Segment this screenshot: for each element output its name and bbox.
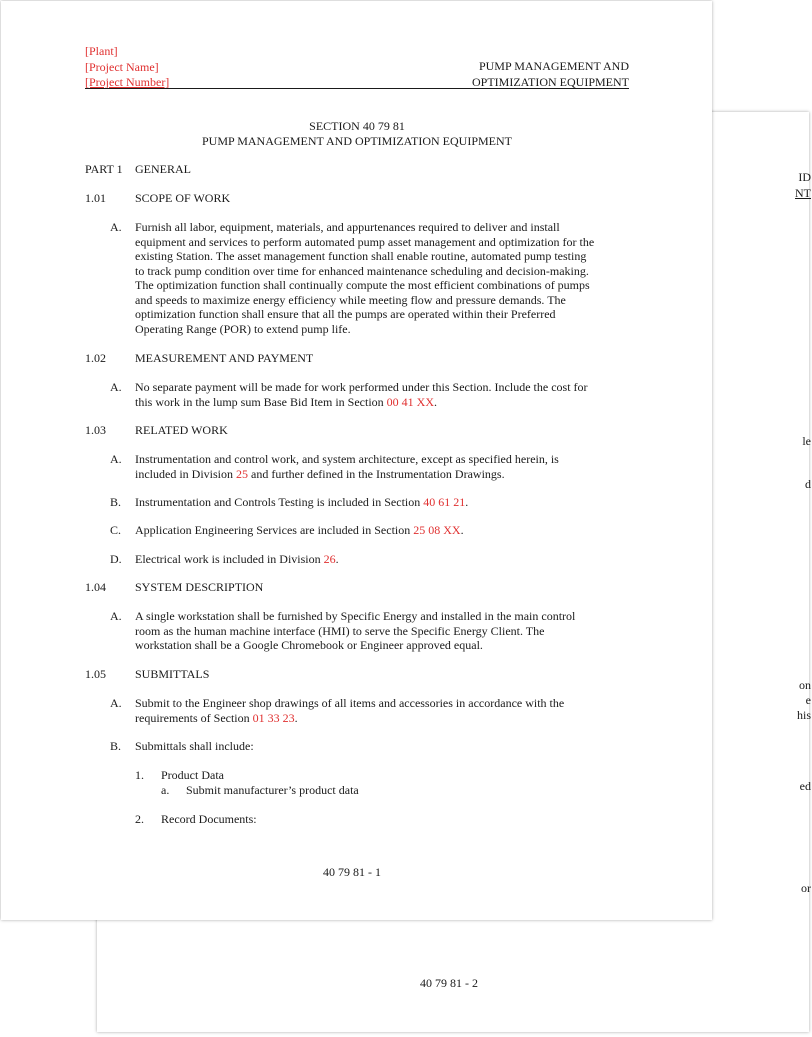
paragraph-text (135, 552, 635, 567)
header-project-name: [Project Name] (85, 59, 159, 74)
paragraph-line: A single workstation shall be furnished by Specific Energy and installed in the main control (135, 609, 576, 623)
page2-edge-fragment: ed (799, 779, 811, 793)
article-number: 1.04 (85, 580, 106, 594)
sub-list-item-text: Submit manufacturer’s product data (186, 783, 359, 797)
section-number: SECTION 40 79 81 (309, 119, 405, 133)
paragraph-line: and speeds to maximize energy efficiency while meeting flow and pressure demands. The (135, 292, 566, 307)
page2-edge-fragment: on (799, 678, 811, 692)
part-title: GENERAL (135, 162, 191, 176)
article-number: 1.03 (85, 423, 106, 437)
list-item-text: Product Data (161, 768, 224, 782)
page2-edge-fragment: or (801, 881, 811, 895)
paragraph-letter: A. (110, 220, 122, 234)
paragraph-line (135, 711, 635, 726)
article-title: SCOPE OF WORK (135, 191, 231, 205)
footer-page-number: 40 79 81 - 1 (323, 865, 381, 879)
paragraph-line: to track pump condition over time for enhanced maintenance scheduling and decision-making. (135, 263, 589, 278)
article-title: SYSTEM DESCRIPTION (135, 580, 264, 594)
page2-edge-fragment: d (805, 477, 811, 491)
document-page-1 (1, 1, 712, 920)
paragraph-line: Operating Range (POR) to extend pump life. (135, 321, 351, 336)
paragraph-text-run: . (465, 495, 469, 509)
header-title-block (472, 59, 629, 90)
page2-edge-fragment: le (802, 434, 811, 448)
paragraph-text (135, 739, 635, 754)
paragraph-text-run: . (335, 552, 339, 566)
section-reference: 25 08 XX (413, 523, 461, 537)
page2-edge-fragment: his (796, 708, 811, 722)
page2-edge-fragment: ID (798, 170, 811, 184)
paragraph-line (135, 467, 635, 482)
paragraph-text-run: . (434, 394, 437, 409)
paragraph-letter: A. (110, 452, 122, 466)
paragraph-text-run: this work in the lump sum Base Bid Item in Section (135, 394, 387, 409)
paragraph-text (135, 220, 635, 336)
paragraph-line (135, 495, 635, 510)
list-item-text: Record Documents: (161, 812, 257, 826)
paragraph-letter: A. (110, 696, 122, 710)
paragraph-text-run: and further defined in the Instrumentation Drawings. (248, 466, 505, 481)
list-item-number: 2. (135, 812, 144, 826)
header-rule (85, 88, 629, 89)
section-reference: 01 33 23 (252, 710, 295, 725)
paragraph-line: existing Station. The asset management function shall enable routine, automated pump testing (135, 249, 587, 263)
paragraph-text-run: included in Division (135, 466, 236, 481)
paragraph-line: The optimization function shall continually compute the most efficient combinations of pumps (135, 278, 590, 292)
paragraph-text (135, 452, 635, 481)
paragraph-line (135, 523, 635, 538)
paragraph-text-run: Instrumentation and Controls Testing is included in Section (135, 495, 424, 509)
header-title-line-2: OPTIMIZATION EQUIPMENT (472, 74, 629, 89)
paragraph-line: equipment and services to perform automated pump asset management and optimization for the (135, 234, 595, 249)
header-project-number: [Project Number] (85, 75, 170, 89)
header-left-block (85, 44, 169, 91)
paragraph-line: workstation shall be a Google Chromebook or Engineer approved equal. (135, 638, 483, 652)
paragraph-text (135, 696, 635, 725)
section-heading (85, 119, 629, 149)
sub-list-item-letter: a. (161, 783, 170, 797)
header-plant: [Plant] (85, 44, 118, 58)
paragraph-text (135, 523, 635, 538)
header-title-line-1: PUMP MANAGEMENT AND (478, 59, 629, 73)
paragraph-line: Submittals shall include: (135, 739, 254, 753)
paragraph-text-run: Electrical work is included in Division (135, 552, 324, 566)
paragraph-line: No separate payment will be made for work performed under this Section. Include the cost for (135, 380, 588, 394)
paragraph-text-run: . (294, 710, 298, 725)
paragraph-letter: B. (110, 739, 122, 753)
paragraph-line (135, 395, 635, 410)
paragraph-line (135, 552, 635, 567)
paragraph-letter: A. (110, 609, 122, 623)
article-title: RELATED WORK (135, 423, 228, 437)
section-reference: 00 41 XX (386, 394, 434, 409)
paragraph-line: Instrumentation and control work, and system architecture, except as specified herein, is (135, 452, 559, 466)
paragraph-line: Furnish all labor, equipment, materials, and appurtenances required to deliver and install (135, 220, 560, 234)
paragraph-letter: B. (110, 495, 122, 509)
paragraph-letter: A. (110, 380, 122, 394)
part-label: PART 1 (85, 162, 123, 176)
paragraph-text (135, 495, 635, 510)
page2-footer-page-number: 40 79 81 - 2 (420, 976, 478, 990)
page2-edge-fragment: NT (795, 186, 811, 200)
section-title: PUMP MANAGEMENT AND OPTIMIZATION EQUIPMENT (201, 134, 512, 148)
page2-edge-fragment: e (805, 693, 811, 707)
article-title: MEASUREMENT AND PAYMENT (135, 351, 314, 365)
paragraph-letter: C. (110, 523, 122, 537)
section-reference: 40 61 21 (423, 495, 466, 509)
article-title: SUBMITTALS (135, 667, 210, 681)
paragraph-line: optimization function shall ensure that all the pumps are operated within their Preferred (135, 307, 556, 321)
article-number: 1.01 (85, 191, 106, 205)
article-number: 1.02 (85, 351, 106, 365)
division-reference: 25 (236, 466, 248, 481)
paragraph-text (135, 609, 635, 653)
article-number: 1.05 (85, 667, 106, 681)
paragraph-text-run: requirements of Section (135, 710, 253, 725)
division-reference: 26 (323, 552, 336, 566)
paragraph-line: Submit to the Engineer shop drawings of all items and accessories in accordance with the (135, 696, 565, 710)
paragraph-text (135, 380, 635, 409)
paragraph-line: room as the human machine interface (HMI) to serve the Specific Energy Client. The (135, 623, 545, 638)
paragraph-letter: D. (110, 552, 122, 566)
paragraph-text-run: Application Engineering Services are included in Section (135, 523, 414, 537)
paragraph-text-run: . (460, 523, 464, 537)
list-item-number: 1. (135, 768, 144, 782)
